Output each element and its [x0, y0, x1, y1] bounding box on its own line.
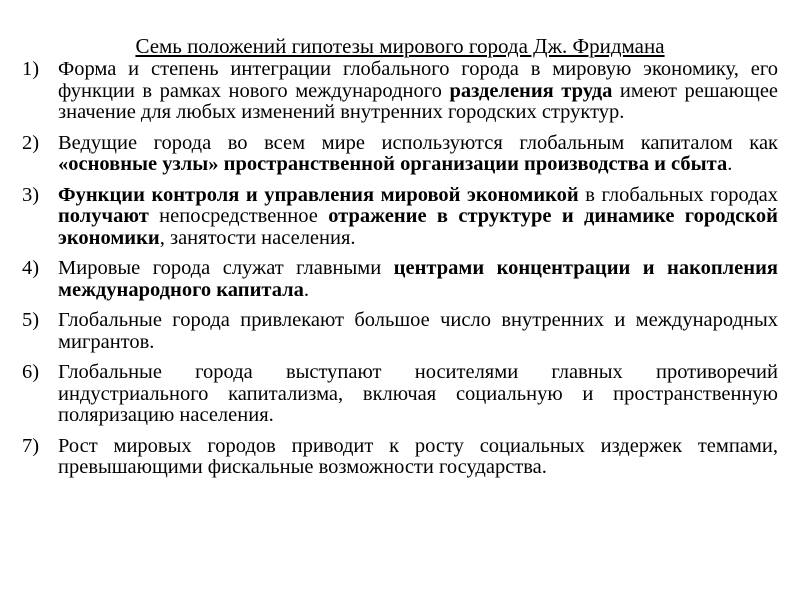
item-text: [58, 362, 778, 427]
item-number: 4): [22, 257, 40, 279]
list-item: [22, 436, 778, 479]
list-item: [22, 133, 778, 176]
item-text: [58, 310, 778, 353]
item-number: 3): [22, 183, 40, 206]
text-fragment: в глобальных городах: [578, 183, 778, 206]
item-number: 6): [22, 361, 40, 383]
item-text: [58, 436, 778, 479]
text-fragment: Ведущие города во всем мире используются глобальным капиталом как: [58, 131, 778, 154]
item-text: [58, 133, 778, 176]
text-fragment: непосредственное: [148, 205, 329, 227]
bold-phrase: Функции контроля и управления мировой экономикой: [58, 183, 579, 206]
text-fragment: Глобальные города выступают носителями главных противоречий индустриального капитализма, включая социальную и пространственную поляризацию населения.: [58, 361, 778, 426]
item-text: [58, 258, 778, 301]
list-item: [22, 59, 778, 124]
slide-title: Семь положений гипотезы мирового города Дж. Фридмана: [135, 34, 665, 58]
list-item: [22, 258, 778, 301]
item-text: [58, 185, 778, 250]
text-fragment: Мировые города служат главными: [58, 257, 394, 279]
item-text: [58, 59, 778, 124]
text-fragment: .: [303, 278, 310, 301]
bold-phrase: центрами концентрации и накопления международного капитала: [58, 257, 778, 301]
hypothesis-list: [22, 59, 778, 479]
list-item: [22, 310, 778, 353]
text-fragment: , занятости населения.: [159, 226, 356, 249]
bold-phrase: разделения труда: [449, 79, 613, 102]
text-fragment: Глобальные города привлекают большое число внутренних и международных мигрантов.: [58, 309, 778, 353]
item-number: 7): [22, 434, 40, 457]
bold-phrase: отражение в структуре и динамике городской экономики: [58, 205, 778, 249]
text-fragment: Форма и степень интеграции глобального города в мировую экономику, его функции в рамках нового международного: [58, 58, 778, 102]
bold-phrase: «основные узлы» пространственной организации производства и сбыта: [58, 153, 728, 175]
list-item: [22, 362, 778, 427]
item-number: 1): [22, 58, 40, 80]
text-fragment: имеют решающее значение для любых изменений внутренних городских структур.: [58, 79, 779, 123]
text-fragment: .: [727, 153, 733, 175]
item-number: 5): [22, 309, 40, 331]
item-number: 2): [22, 131, 40, 154]
text-fragment: Рост мировых городов приводит к росту социальных издержек темпами, превышающими фискальные возможности государства.: [58, 434, 778, 478]
list-item: [22, 185, 778, 250]
bold-phrase: получают: [58, 205, 149, 227]
